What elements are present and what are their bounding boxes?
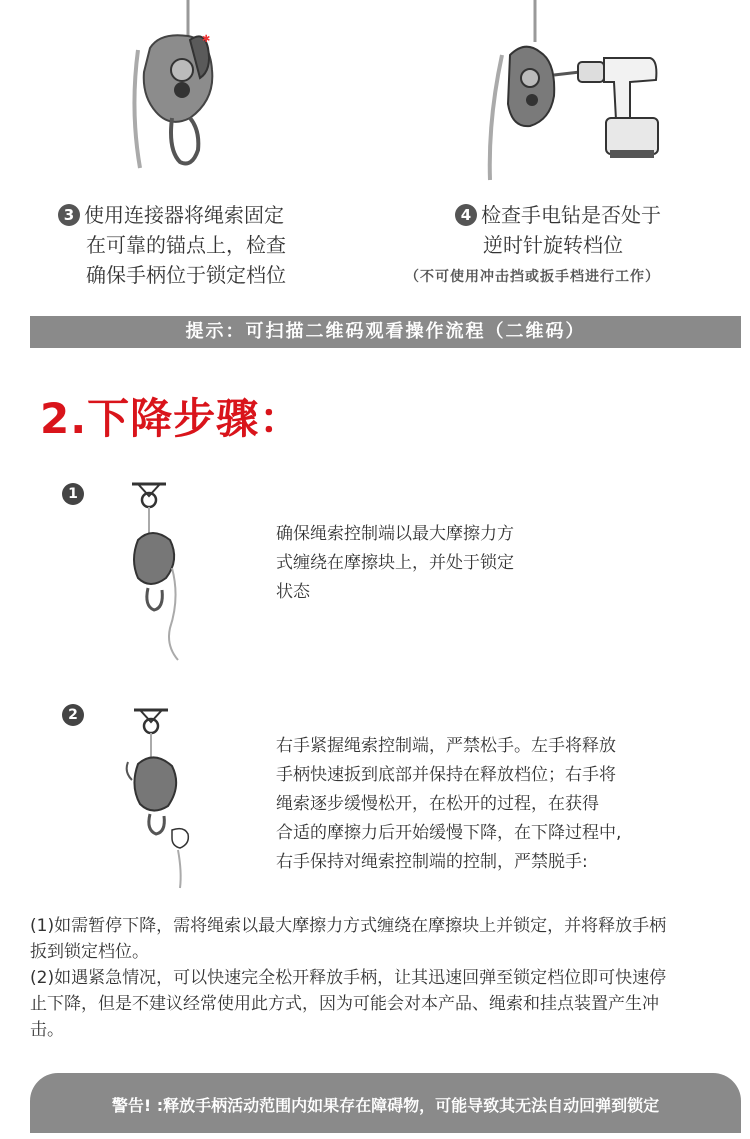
section-title: 2.下降步骤：: [40, 394, 303, 443]
descent-step-2-number: 2: [62, 704, 84, 726]
tip-bar: 提示：可扫描二维码观看操作流程（二维码）: [30, 316, 741, 348]
step-4-caption: 4 检查手电钻是否处于 逆时针旋转档位: [455, 200, 661, 260]
note-paragraph-1: (1)如需暂停下降，需将绳索以最大摩擦力方式缠绕在摩擦块上并锁定，并将释放手柄 扳到锁定档位。: [30, 916, 667, 962]
drill-illustration: [480, 0, 670, 185]
svg-text:✱: ✱: [202, 34, 211, 45]
descent-step-2-illustration: [120, 702, 200, 892]
drill-note: （不可使用冲击挡或扳手档进行工作）: [405, 269, 660, 285]
step-3-caption: 3 使用连接器将绳索固定 在可靠的锚点上，检查 确保手柄位于锁定档位: [58, 200, 286, 290]
step-number-badge: 3: [58, 204, 80, 226]
descent-step-1-text: 确保绳索控制端以最大摩擦力方 式缠绕在摩擦块上，并处于锁定 状态: [276, 524, 514, 602]
anchor-ring-icon: [134, 710, 168, 733]
descent-step-2-text: 右手紧握绳索控制端，严禁松手。左手将释放 手柄快速扳到底部并保持在释放档位；右手将 绳索逐步缓慢松开，在松开的过程，在获得 合适的摩擦力后开始缓慢下降，在下降过程中, 右手保持对绳索控制端的控制，严禁脱手:: [276, 736, 622, 872]
descent-step-1-illustration: [120, 478, 190, 663]
step-number-badge: 4: [455, 204, 477, 226]
note-paragraph-2: (2)如遇紧急情况，可以快速完全松开释放手柄，让其迅速回弹至锁定档位即可快速停 止下降，但是不建议经常使用此方式，因为可能会对本产品、绳索和挂点装置产生冲 击。: [30, 968, 667, 1040]
descent-step-1-number: 1: [62, 483, 84, 505]
anchor-ring-icon: [132, 484, 166, 507]
descender-device-illustration: [120, 0, 230, 175]
warning-bar: 警告! :释放手柄活动范围内如果存在障碍物，可能导致其无法自动回弹到锁定: [30, 1073, 741, 1133]
hand-icon: [172, 829, 188, 848]
